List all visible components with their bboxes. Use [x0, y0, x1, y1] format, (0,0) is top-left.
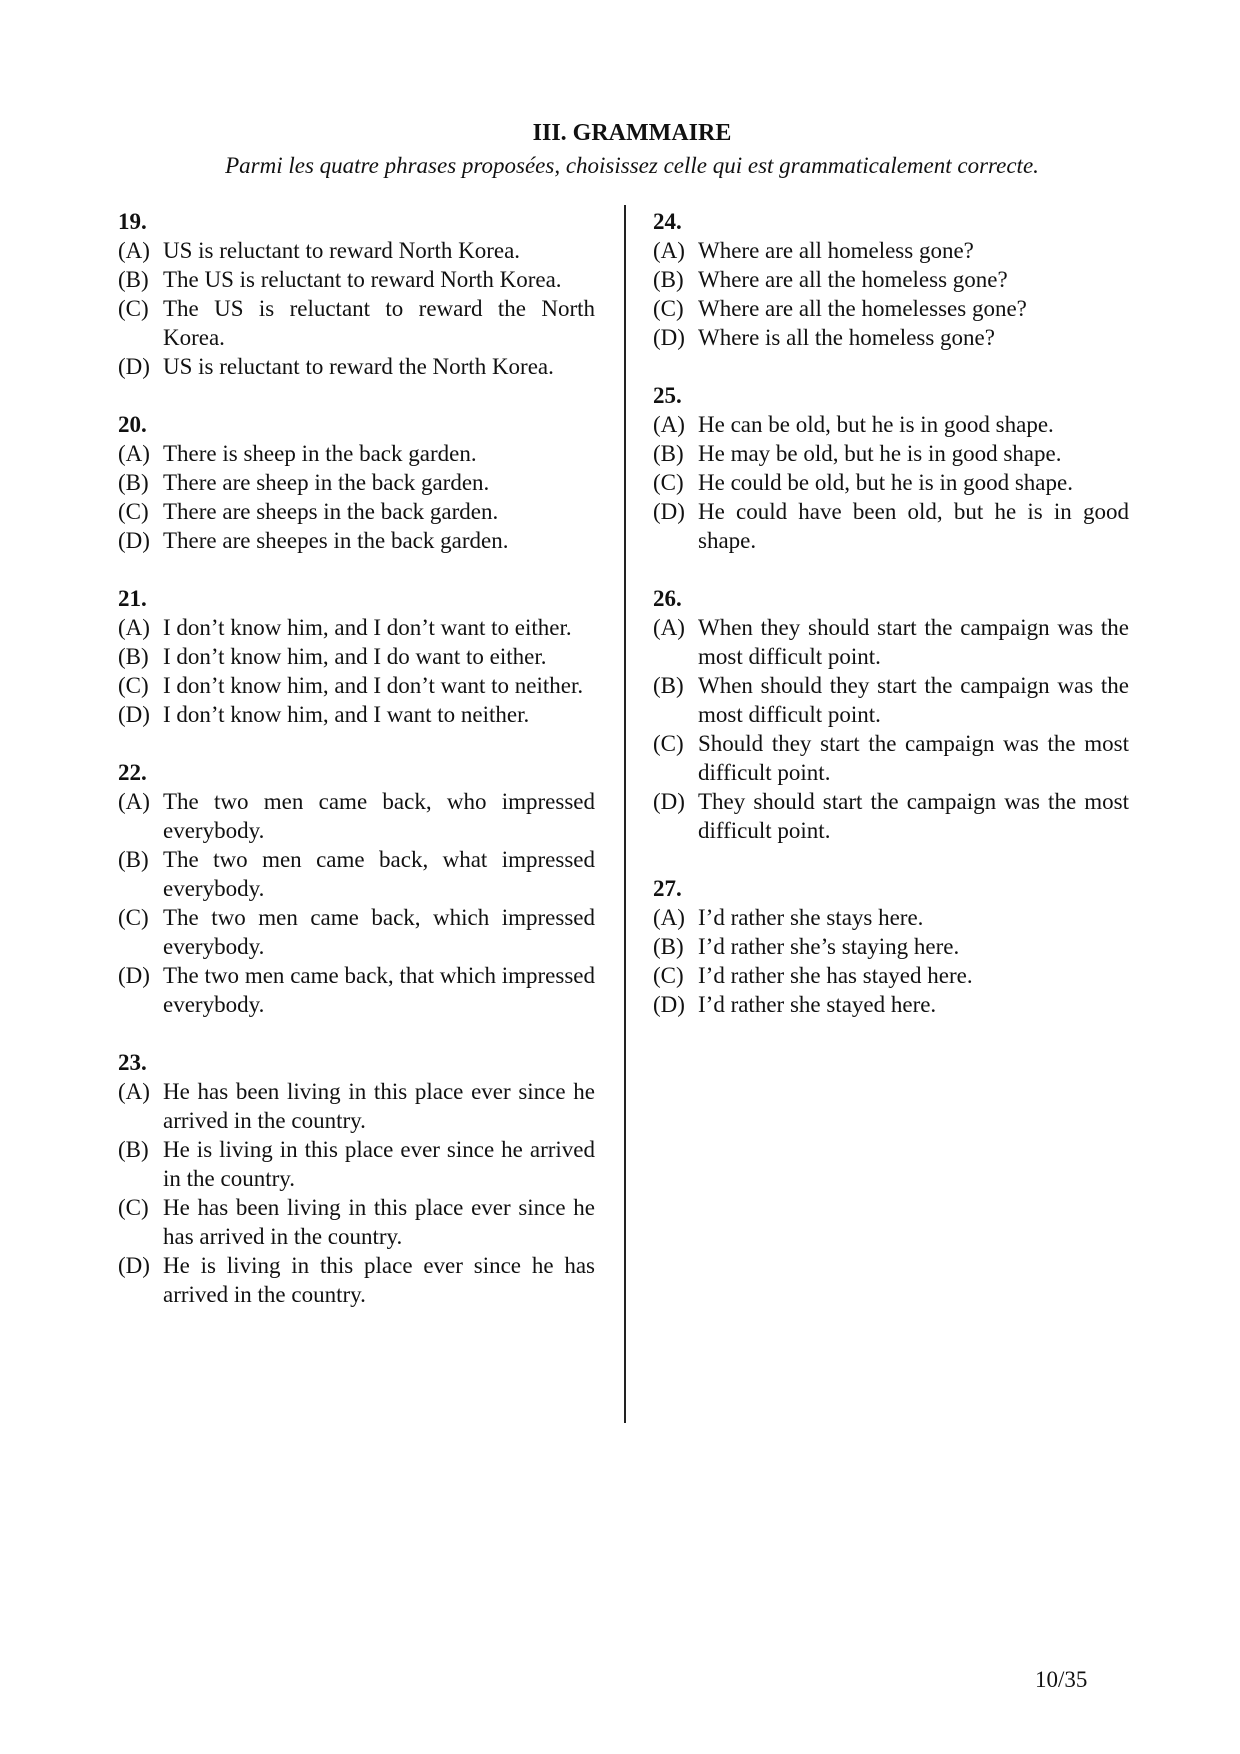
option-text: I don’t know him, and I do want to either. — [163, 644, 547, 669]
option-text: He is living in this place ever since he has arrived in the country. — [163, 1253, 595, 1307]
option-letter: (C) — [118, 1195, 149, 1220]
question-number: 20. — [118, 412, 147, 437]
option-letter: (B) — [118, 470, 149, 495]
option-letter: (A) — [653, 615, 685, 640]
option-text: Where are all the homeless gone? — [698, 267, 1008, 292]
question-20 — [118, 410, 595, 555]
option-letter: (B) — [653, 934, 684, 959]
page-number: 10/35 — [1035, 1667, 1088, 1692]
question-number: 21. — [118, 586, 147, 611]
option-text: US is reluctant to reward the North Korea. — [163, 354, 554, 379]
option-text: There is sheep in the back garden. — [163, 441, 477, 466]
answer-option — [118, 700, 595, 729]
option-letter: (C) — [118, 499, 149, 524]
option-letter: (D) — [118, 1253, 150, 1278]
option-letter: (A) — [653, 905, 685, 930]
option-text: Where are all homeless gone? — [698, 238, 974, 263]
option-letter: (C) — [118, 673, 149, 698]
answer-option — [118, 236, 595, 265]
option-letter: (D) — [118, 702, 150, 727]
option-text: He has been living in this place ever since he has arrived in the country. — [163, 1195, 595, 1249]
answer-option — [653, 729, 1129, 787]
question-21 — [118, 584, 595, 729]
answer-option — [118, 439, 595, 468]
option-text: Where is all the homeless gone? — [698, 325, 995, 350]
option-text: I’d rather she stays here. — [698, 905, 924, 930]
answer-option — [118, 526, 595, 555]
option-letter: (B) — [653, 441, 684, 466]
column-divider — [624, 205, 626, 1423]
option-text: I don’t know him, and I don’t want to either. — [163, 615, 572, 640]
option-text: Where are all the homelesses gone? — [698, 296, 1027, 321]
answer-option — [653, 671, 1129, 729]
option-letter: (A) — [118, 238, 150, 263]
answer-option — [653, 265, 1129, 294]
option-letter: (C) — [653, 296, 684, 321]
option-text: I’d rather she has stayed here. — [698, 963, 973, 988]
question-22 — [118, 758, 595, 1019]
option-text: I’d rather she’s staying here. — [698, 934, 960, 959]
option-text: The two men came back, who impressed everybody. — [163, 789, 595, 843]
option-letter: (D) — [653, 499, 685, 524]
answer-option — [118, 642, 595, 671]
question-25 — [653, 381, 1129, 555]
answer-option — [118, 1077, 595, 1135]
option-text: There are sheeps in the back garden. — [163, 499, 499, 524]
option-letter: (B) — [653, 673, 684, 698]
option-letter: (A) — [118, 1079, 150, 1104]
option-letter: (D) — [118, 528, 150, 553]
right-column — [653, 207, 1129, 1048]
question-19 — [118, 207, 595, 381]
answer-option — [118, 294, 595, 352]
option-text: He could have been old, but he is in good shape. — [698, 499, 1129, 553]
option-letter: (B) — [118, 847, 149, 872]
question-number: 23. — [118, 1050, 147, 1075]
answer-option — [653, 294, 1129, 323]
option-text: The two men came back, what impressed everybody. — [163, 847, 595, 901]
section-header — [0, 118, 1240, 181]
answer-option — [118, 497, 595, 526]
answer-option — [118, 845, 595, 903]
question-number: 25. — [653, 383, 682, 408]
answer-option — [118, 903, 595, 961]
section-title: III. GRAMMAIRE — [532, 120, 732, 146]
option-text: He is living in this place ever since he arrived in the country. — [163, 1137, 595, 1191]
option-text: I don’t know him, and I don’t want to neither. — [163, 673, 584, 698]
question-24 — [653, 207, 1129, 352]
answer-option — [653, 468, 1129, 497]
question-number: 27. — [653, 876, 682, 901]
option-letter: (B) — [118, 644, 149, 669]
question-26 — [653, 584, 1129, 845]
option-text: The two men came back, that which impressed everybody. — [163, 963, 595, 1017]
option-text: He may be old, but he is in good shape. — [698, 441, 1062, 466]
option-letter: (D) — [653, 325, 685, 350]
answer-option — [118, 1135, 595, 1193]
option-text: I don’t know him, and I want to neither. — [163, 702, 530, 727]
option-text: Should they start the campaign was the most difficult point. — [698, 731, 1129, 785]
answer-option — [653, 787, 1129, 845]
answer-option — [118, 468, 595, 497]
option-text: When should they start the campaign was the most difficult point. — [698, 673, 1129, 727]
answer-option — [653, 236, 1129, 265]
instruction-text: Parmi les quatre phrases proposées, choisissez celle qui est grammaticalement correcte. — [225, 153, 1039, 178]
option-letter: (B) — [118, 1137, 149, 1162]
answer-option — [653, 410, 1129, 439]
answer-option — [118, 787, 595, 845]
option-letter: (C) — [653, 470, 684, 495]
option-text: They should start the campaign was the most difficult point. — [698, 789, 1129, 843]
option-letter: (C) — [653, 963, 684, 988]
question-number: 22. — [118, 760, 147, 785]
answer-option — [118, 265, 595, 294]
question-27 — [653, 874, 1129, 1019]
option-text: US is reluctant to reward North Korea. — [163, 238, 521, 263]
question-number: 26. — [653, 586, 682, 611]
option-letter: (C) — [118, 905, 149, 930]
question-23 — [118, 1048, 595, 1309]
answer-option — [653, 990, 1129, 1019]
option-letter: (A) — [118, 441, 150, 466]
answer-option — [653, 903, 1129, 932]
answer-option — [118, 1251, 595, 1309]
option-letter: (A) — [653, 412, 685, 437]
answer-option — [118, 613, 595, 642]
option-letter: (C) — [118, 296, 149, 321]
option-text: The US is reluctant to reward North Korea. — [163, 267, 562, 292]
answer-option — [118, 352, 595, 381]
option-letter: (D) — [118, 963, 150, 988]
option-letter: (A) — [118, 789, 150, 814]
answer-option — [653, 961, 1129, 990]
answer-option — [653, 323, 1129, 352]
option-letter: (A) — [653, 238, 685, 263]
answer-option — [653, 439, 1129, 468]
option-letter: (D) — [118, 354, 150, 379]
option-text: He can be old, but he is in good shape. — [698, 412, 1054, 437]
answer-option — [653, 932, 1129, 961]
option-text: There are sheepes in the back garden. — [163, 528, 509, 553]
question-number: 24. — [653, 209, 682, 234]
answer-option — [118, 961, 595, 1019]
answer-option — [653, 497, 1129, 555]
option-letter: (D) — [653, 992, 685, 1017]
option-letter: (B) — [118, 267, 149, 292]
left-column — [118, 207, 595, 1338]
option-text: He has been living in this place ever since he arrived in the country. — [163, 1079, 595, 1133]
answer-option — [118, 1193, 595, 1251]
option-text: When they should start the campaign was the most difficult point. — [698, 615, 1129, 669]
question-number: 19. — [118, 209, 147, 234]
option-letter: (D) — [653, 789, 685, 814]
option-letter: (B) — [653, 267, 684, 292]
option-text: I’d rather she stayed here. — [698, 992, 937, 1017]
option-letter: (C) — [653, 731, 684, 756]
option-text: He could be old, but he is in good shape. — [698, 470, 1073, 495]
answer-option — [653, 613, 1129, 671]
option-text: There are sheep in the back garden. — [163, 470, 490, 495]
answer-option — [118, 671, 595, 700]
option-text: The US is reluctant to reward the North Korea. — [163, 296, 595, 350]
option-text: The two men came back, which impressed everybody. — [163, 905, 595, 959]
option-letter: (A) — [118, 615, 150, 640]
